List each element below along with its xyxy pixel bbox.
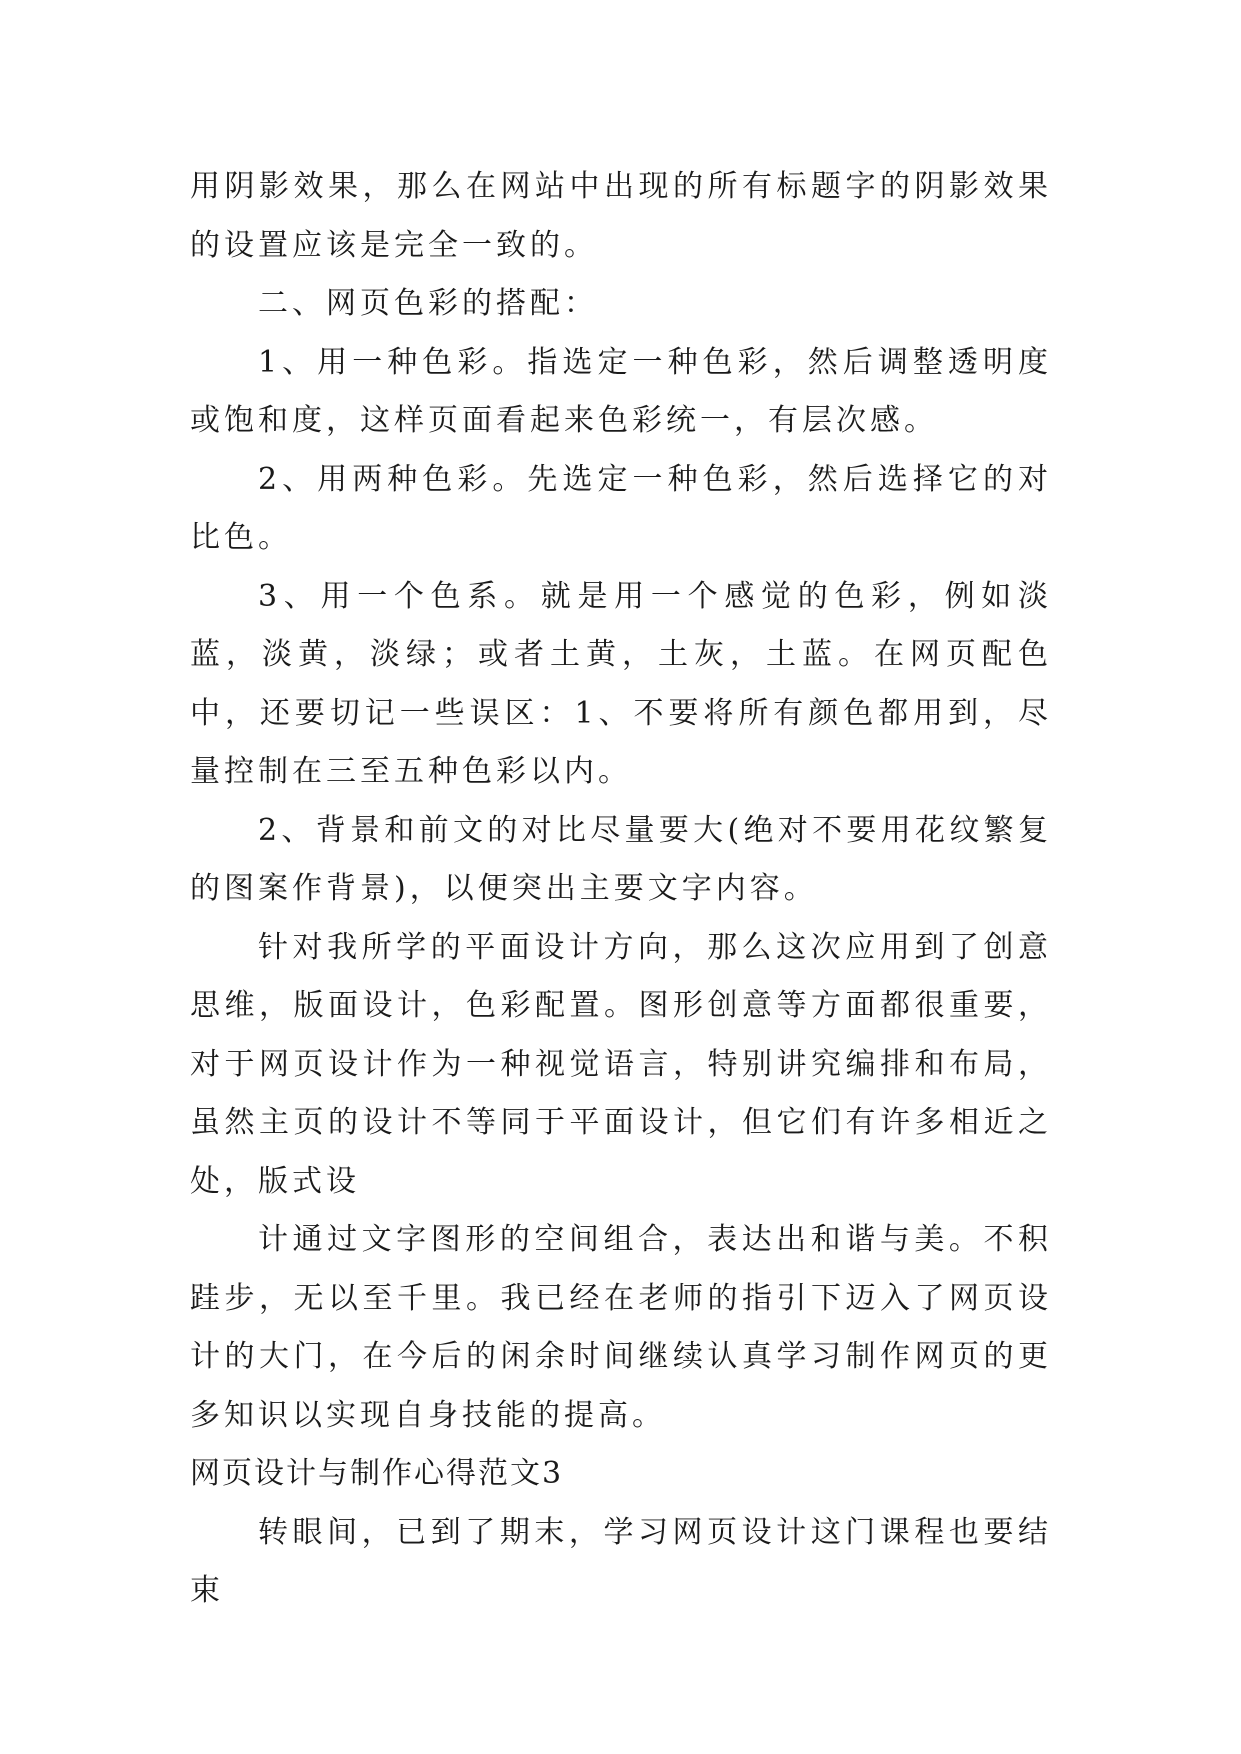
paragraph: 用阴影效果，那么在网站中出现的所有标题字的阴影效果的设置应该是完全一致的。	[190, 169, 1052, 263]
document-page	[190, 158, 1052, 1621]
paragraph: 1、用一种色彩。指选定一种色彩，然后调整透明度或饱和度，这样页面看起来色彩统一，有层次感。	[190, 344, 1052, 438]
paragraph: 转眼间，已到了期末，学习网页设计这门课程也要结束	[190, 1514, 1052, 1608]
paragraph: 3、用一个色系。就是用一个感觉的色彩，例如淡蓝，淡黄，淡绿；或者土黄，土灰，土蓝。在网页配色中，还要切记一些误区：1、不要将所有颜色都用到，尽量控制在三至五种色彩以内。	[190, 578, 1052, 789]
section-title: 网页设计与制作心得范文3	[190, 1456, 564, 1491]
paragraph: 针对我所学的平面设计方向，那么这次应用到了创意思维，版面设计，色彩配置。图形创意等方面都很重要，对于网页设计作为一种视觉语言，特别讲究编排和布局，虽然主页的设计不等同于平面设计，但它们有许多相近之处，版式设	[190, 929, 1052, 1199]
paragraph: 2、用两种色彩。先选定一种色彩，然后选择它的对比色。	[190, 461, 1052, 555]
paragraph: 2、背景和前文的对比尽量要大(绝对不要用花纹繁复的图案作背景)，以便突出主要文字内容。	[190, 812, 1052, 906]
paragraph: 二、网页色彩的搭配：	[258, 286, 598, 321]
paragraph: 计通过文字图形的空间组合，表达出和谐与美。不积跬步，无以至千里。我已经在老师的指引下迈入了网页设计的大门，在今后的闲余时间继续认真学习制作网页的更多知识以实现自身技能的提高。	[190, 1222, 1052, 1433]
